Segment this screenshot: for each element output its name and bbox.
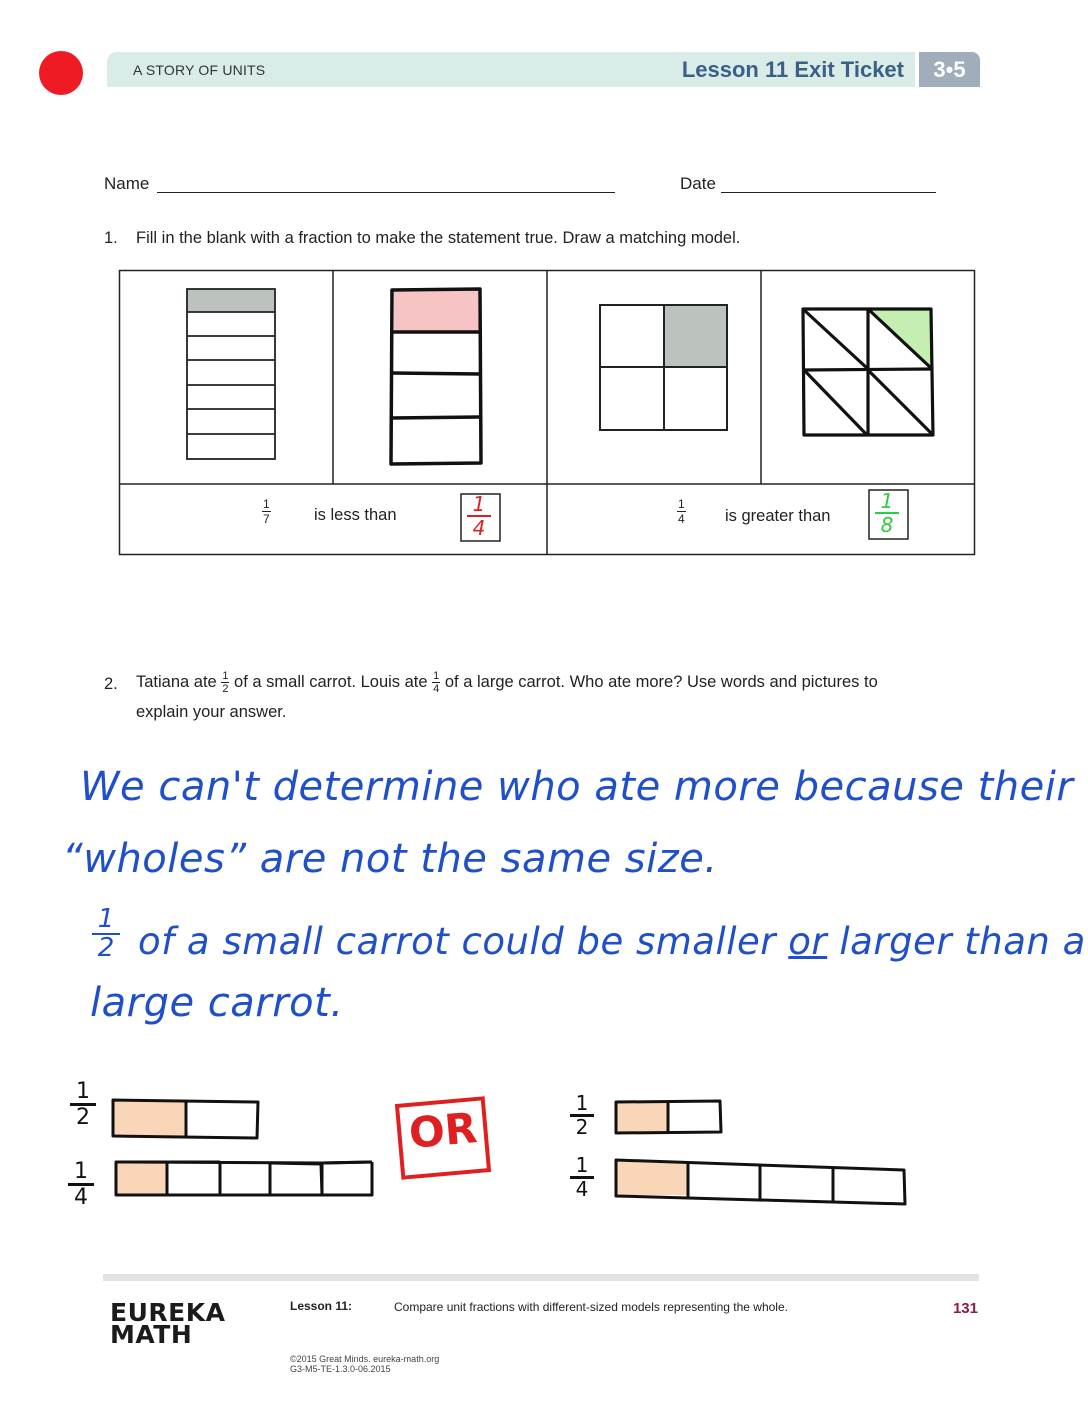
- model-one-seventh: [187, 289, 275, 459]
- q2-number: 2.: [104, 675, 118, 693]
- name-field[interactable]: [157, 192, 615, 193]
- q1-number: 1.: [104, 229, 118, 247]
- answer-line-3: of a small carrot could be smaller or larger than a: [138, 920, 1086, 963]
- relation-less-than: is less than: [314, 506, 397, 524]
- answer-fraction-right: 1 8: [875, 490, 899, 536]
- series-title: A STORY OF UNITS: [133, 62, 266, 78]
- bar-quarter-large: [616, 1160, 905, 1204]
- q2-text-line2: explain your answer.: [136, 703, 287, 721]
- bar-half-large: [616, 1101, 721, 1133]
- grade-module-badge: 3•5: [919, 52, 980, 87]
- copyright: ©2015 Great Minds. eureka-math.org G3-M5-TE-1.3.0-06.2015: [290, 1354, 440, 1374]
- page-number: 131: [952, 1300, 978, 1317]
- or-label: OR: [406, 1103, 480, 1158]
- model-label-half-left: 1 2: [70, 1080, 96, 1129]
- date-label: Date: [680, 174, 716, 193]
- footer-lesson-label: Lesson 11:: [290, 1299, 353, 1313]
- model-label-quarter-left: 1 4: [68, 1160, 94, 1209]
- given-fraction-left: $\frac{1}{7}$: [263, 497, 270, 526]
- footer-divider: [103, 1274, 979, 1281]
- q2-text-line1: Tatiana ate $\frac{1}{2}$ of a small carrot. Louis ate $\frac{1}{4}$ of a large carrot. Who ate more? Use words and pictures to: [136, 670, 878, 696]
- model-label-quarter-right: 1 4: [570, 1155, 594, 1200]
- lesson-title: Lesson 11 Exit Ticket: [681, 57, 904, 82]
- name-label: Name: [104, 174, 150, 193]
- footer-description: Compare unit fractions with different-sized models representing the whole.: [394, 1300, 788, 1314]
- relation-greater-than: is greater than: [725, 507, 831, 525]
- date-field[interactable]: [721, 192, 936, 193]
- q1-model-table: [118, 269, 978, 557]
- model-one-fourth-drawn: [391, 289, 481, 464]
- answer-line-4: large carrot.: [90, 980, 344, 1026]
- model-square-eighths-drawn: [803, 309, 933, 435]
- model-label-half-right: 1 2: [570, 1093, 594, 1138]
- answer-fraction-half: 1 2: [92, 906, 120, 962]
- q1-text: Fill in the blank with a fraction to make the statement true. Draw a matching model.: [136, 229, 741, 247]
- given-fraction-right: $\frac{1}{4}$: [678, 497, 685, 526]
- answer-fraction-left: 1 4: [467, 493, 491, 539]
- bar-quarter-small: [116, 1162, 372, 1195]
- answer-line-1: We can't determine who ate more because their: [80, 764, 1074, 810]
- eureka-math-logo: EUREKA MATH: [110, 1298, 226, 1349]
- carrot-models: [100, 1090, 920, 1210]
- red-dot-icon: [39, 51, 83, 95]
- bar-half-small: [113, 1100, 258, 1138]
- model-square-fourths: [600, 305, 727, 430]
- answer-line-2: “wholes” are not the same size.: [62, 836, 718, 882]
